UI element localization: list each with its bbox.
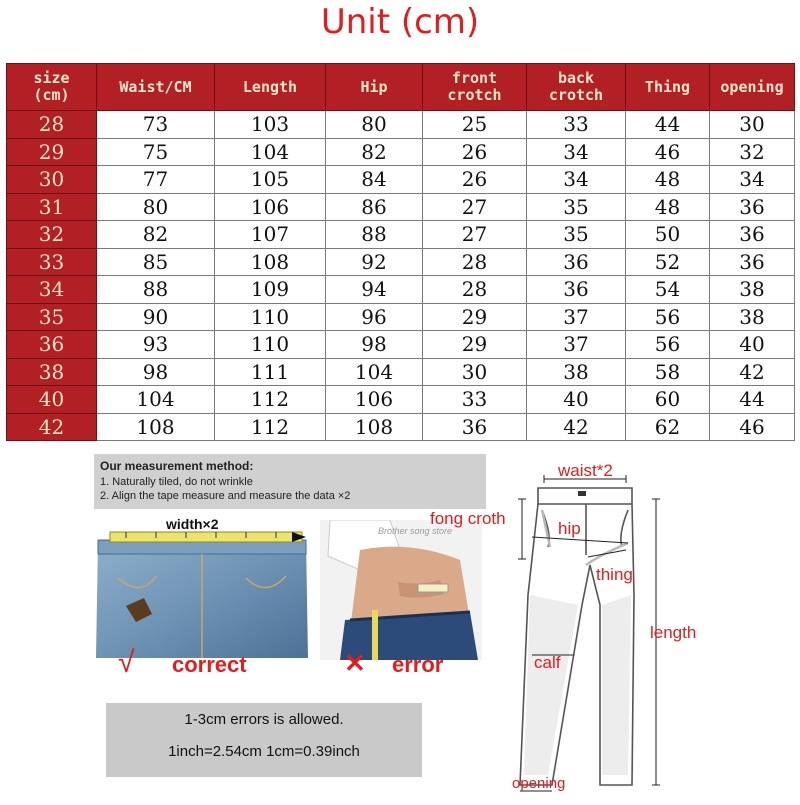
measurement-cell: 38: [710, 276, 795, 304]
measurement-cell: 48: [626, 193, 710, 221]
table-row: [7, 303, 795, 331]
measurement-cell: 34: [710, 166, 795, 194]
length-label: length: [650, 623, 697, 642]
thing-label: thing: [596, 565, 633, 584]
measurement-cell: 32: [710, 138, 795, 166]
column-header-text: front: [451, 69, 498, 87]
measurement-cell: 28: [423, 276, 527, 304]
measurement-cell: 44: [626, 111, 710, 139]
column-header: [326, 64, 423, 111]
error-body-photo: [320, 520, 482, 660]
measurement-cell: 36: [710, 193, 795, 221]
measurement-cell: 112: [215, 413, 326, 441]
measurement-cell: 84: [326, 166, 423, 194]
measurement-cell: 38: [710, 303, 795, 331]
size-cell: 36: [7, 331, 97, 359]
table-row: [7, 248, 795, 276]
measurement-cell: 25: [423, 111, 527, 139]
correct-jeans-photo: [96, 518, 310, 658]
measurement-cell: 30: [710, 111, 795, 139]
measurement-cell: 56: [626, 303, 710, 331]
method-heading: Our measurement method:: [100, 459, 254, 473]
measurement-cell: 98: [97, 358, 215, 386]
table-row: [7, 413, 795, 441]
measurement-cell: 38: [527, 358, 626, 386]
column-header: [7, 64, 97, 111]
column-header: [423, 64, 527, 111]
measurement-cell: 40: [527, 386, 626, 414]
measurement-cell: 36: [527, 276, 626, 304]
measurement-cell: 88: [97, 276, 215, 304]
measurement-cell: 110: [215, 331, 326, 359]
measurement-cell: 108: [326, 413, 423, 441]
measurement-cell: 46: [626, 138, 710, 166]
measurement-cell: 80: [326, 111, 423, 139]
measurement-cell: 109: [215, 276, 326, 304]
measurement-cell: 86: [326, 193, 423, 221]
column-header-text: (cm): [33, 86, 70, 104]
measurement-cell: 36: [527, 248, 626, 276]
page-title: Unit (cm): [320, 2, 480, 42]
measurement-cell: 60: [626, 386, 710, 414]
width-label: width×2: [166, 516, 219, 532]
measurement-cell: 35: [527, 221, 626, 249]
measurement-cell: 34: [527, 138, 626, 166]
column-header: [97, 64, 215, 111]
measurement-cell: 92: [326, 248, 423, 276]
measurement-cell: 73: [97, 111, 215, 139]
column-header-text: Hip: [360, 77, 388, 96]
measurement-cell: 33: [527, 111, 626, 139]
error-label: error: [392, 652, 444, 677]
measurement-cell: 82: [97, 221, 215, 249]
measurement-cell: 80: [97, 193, 215, 221]
measurement-cell: 40: [710, 331, 795, 359]
measurement-cell: 103: [215, 111, 326, 139]
measurement-cell: 77: [97, 166, 215, 194]
table-row: [7, 166, 795, 194]
measurement-cell: 54: [626, 276, 710, 304]
measurement-cell: 62: [626, 413, 710, 441]
size-cell: 30: [7, 166, 97, 194]
measurement-cell: 37: [527, 331, 626, 359]
size-table: [6, 63, 795, 441]
size-cell: 33: [7, 248, 97, 276]
measurement-cell: 96: [326, 303, 423, 331]
table-row: [7, 386, 795, 414]
column-header-text: back: [557, 69, 595, 87]
size-cell: 40: [7, 386, 97, 414]
column-header: [710, 64, 795, 111]
measurement-cell: 52: [626, 248, 710, 276]
size-cell: 28: [7, 111, 97, 139]
measurement-cell: 104: [97, 386, 215, 414]
measurement-cell: 46: [710, 413, 795, 441]
method-step-1: 1. Naturally tiled, do not wrinkle: [100, 476, 253, 488]
size-cell: 29: [7, 138, 97, 166]
column-header-text: crotch: [447, 86, 502, 104]
measurement-cell: 26: [423, 138, 527, 166]
column-header: [527, 64, 626, 111]
column-header-text: Thing: [644, 77, 691, 96]
watermark-text: Brother song store: [378, 526, 453, 536]
measurement-method-panel: [94, 454, 486, 509]
measurement-cell: 108: [215, 248, 326, 276]
measurement-cell: 29: [423, 303, 527, 331]
fong-croth-label: fong croth: [430, 509, 506, 528]
measurement-cell: 88: [326, 221, 423, 249]
table-body: [7, 111, 795, 441]
measurement-cell: 36: [423, 413, 527, 441]
measurement-cell: 44: [710, 386, 795, 414]
measurement-cell: 98: [326, 331, 423, 359]
measurement-cell: 56: [626, 331, 710, 359]
table-row: [7, 331, 795, 359]
measurement-cell: 36: [710, 221, 795, 249]
column-header-text: size: [33, 69, 70, 87]
column-header-text: Length: [242, 77, 298, 96]
method-step-2: 2. Align the tape measure and measure the data ×2: [100, 490, 351, 502]
measurement-cell: 42: [527, 413, 626, 441]
table-row: [7, 221, 795, 249]
table-row: [7, 276, 795, 304]
size-cell: 32: [7, 221, 97, 249]
size-cell: 31: [7, 193, 97, 221]
measurement-cell: 48: [626, 166, 710, 194]
table-header-row: [7, 64, 795, 111]
measurement-cell: 27: [423, 193, 527, 221]
measurement-cell: 85: [97, 248, 215, 276]
table-row: [7, 138, 795, 166]
measurement-cell: 94: [326, 276, 423, 304]
measurement-cell: 104: [215, 138, 326, 166]
measurement-cell: 112: [215, 386, 326, 414]
size-cell: 34: [7, 276, 97, 304]
measurement-cell: 104: [326, 358, 423, 386]
cross-icon: ✕: [344, 648, 366, 678]
measurement-cell: 26: [423, 166, 527, 194]
measurement-cell: 90: [97, 303, 215, 331]
measurement-cell: 110: [215, 303, 326, 331]
column-header: [215, 64, 326, 111]
opening-label: opening: [512, 775, 566, 792]
check-icon: √: [118, 646, 135, 679]
table-row: [7, 111, 795, 139]
measurement-cell: 42: [710, 358, 795, 386]
measurement-cell: 82: [326, 138, 423, 166]
measurement-cell: 75: [97, 138, 215, 166]
measurement-cell: 28: [423, 248, 527, 276]
column-header-text: crotch: [548, 86, 604, 104]
table-row: [7, 358, 795, 386]
tolerance-note: [106, 703, 422, 777]
measurement-cell: 34: [527, 166, 626, 194]
measurement-cell: 33: [423, 386, 527, 414]
measurement-cell: 29: [423, 331, 527, 359]
table-row: [7, 193, 795, 221]
measurement-cell: 36: [710, 248, 795, 276]
column-header: [626, 64, 710, 111]
measurement-cell: 107: [215, 221, 326, 249]
column-header-text: Waist/CM: [119, 77, 192, 96]
measurement-cell: 50: [626, 221, 710, 249]
correct-label: correct: [172, 652, 247, 677]
size-cell: 38: [7, 358, 97, 386]
measurement-cell: 106: [215, 193, 326, 221]
measurement-cell: 105: [215, 166, 326, 194]
column-header-text: opening: [720, 77, 784, 96]
measurement-cell: 30: [423, 358, 527, 386]
waist-label: waist*2: [558, 461, 613, 480]
measurement-cell: 35: [527, 193, 626, 221]
trouser-diagram: [430, 455, 800, 800]
hip-label: hip: [558, 519, 581, 538]
measurement-cell: 37: [527, 303, 626, 331]
size-cell: 42: [7, 413, 97, 441]
measurement-cell: 93: [97, 331, 215, 359]
measurement-cell: 27: [423, 221, 527, 249]
measurement-cell: 111: [215, 358, 326, 386]
tolerance-text: 1-3cm errors is allowed.: [184, 711, 344, 728]
measurement-cell: 58: [626, 358, 710, 386]
measurement-cell: 108: [97, 413, 215, 441]
size-cell: 35: [7, 303, 97, 331]
measurement-cell: 106: [326, 386, 423, 414]
calf-label: calf: [534, 653, 561, 672]
unit-conversion-text: 1inch=2.54cm 1cm=0.39inch: [168, 743, 360, 760]
